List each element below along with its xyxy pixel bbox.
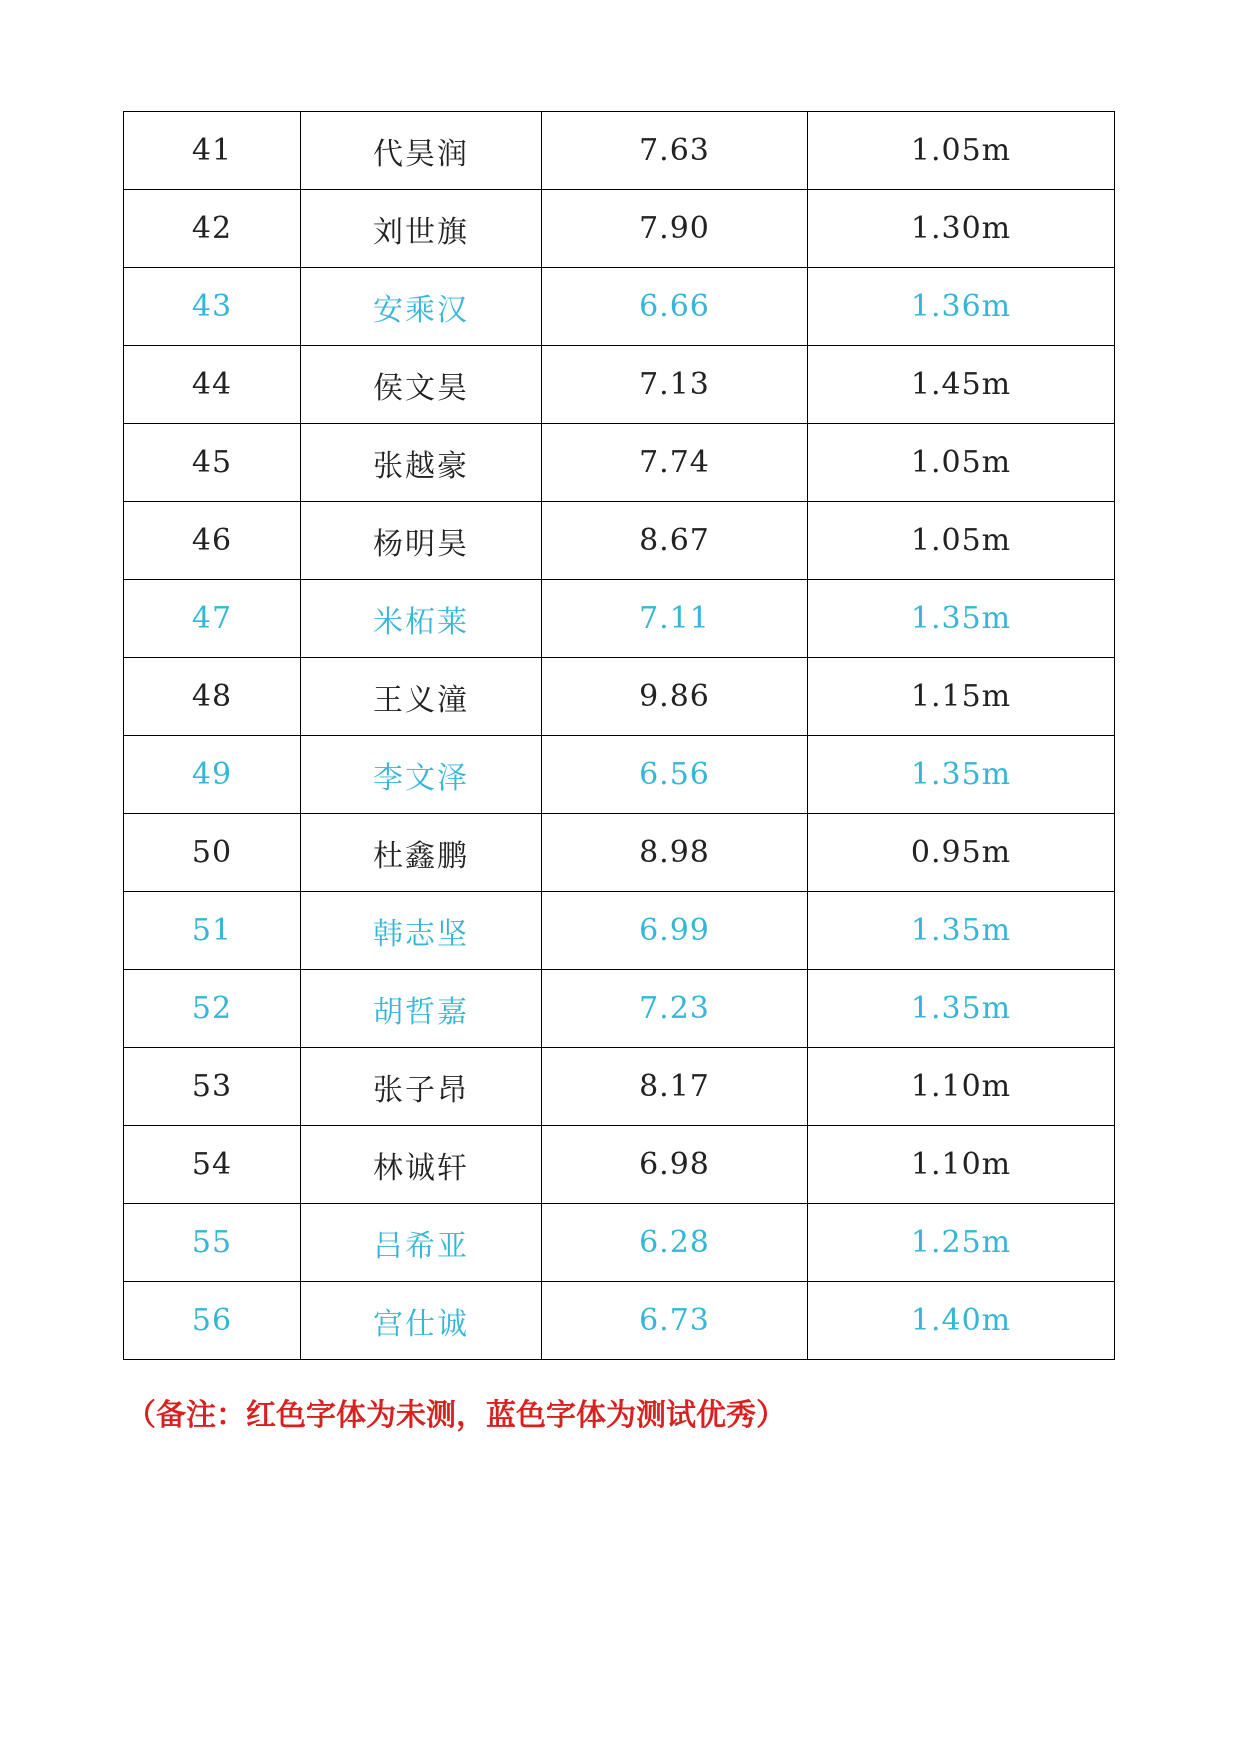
student-name: 杨明昊: [301, 502, 542, 580]
score-cell: 7.23: [542, 970, 808, 1048]
table-row: [124, 1204, 1115, 1282]
student-number: 55: [124, 1204, 301, 1282]
score-cell: 8.67: [542, 502, 808, 580]
table-row: [124, 736, 1115, 814]
height-cell: 1.40m: [808, 1282, 1115, 1360]
height-cell: 1.10m: [808, 1048, 1115, 1126]
score-cell: 9.86: [542, 658, 808, 736]
height-cell: 1.35m: [808, 892, 1115, 970]
student-name: 张子昂: [301, 1048, 542, 1126]
student-name: 刘世旗: [301, 190, 542, 268]
height-cell: 1.45m: [808, 346, 1115, 424]
student-name: 林诚轩: [301, 1126, 542, 1204]
height-cell: 1.05m: [808, 502, 1115, 580]
score-cell: 8.98: [542, 814, 808, 892]
student-name: 韩志坚: [301, 892, 542, 970]
score-cell: 6.99: [542, 892, 808, 970]
table-row: [124, 658, 1115, 736]
table-row: [124, 112, 1115, 190]
height-cell: 1.36m: [808, 268, 1115, 346]
height-cell: 1.35m: [808, 736, 1115, 814]
height-cell: 1.25m: [808, 1204, 1115, 1282]
student-name: 杜鑫鹏: [301, 814, 542, 892]
height-cell: 1.05m: [808, 112, 1115, 190]
score-cell: 7.11: [542, 580, 808, 658]
score-cell: 6.98: [542, 1126, 808, 1204]
student-name: 侯文昊: [301, 346, 542, 424]
student-number: 44: [124, 346, 301, 424]
score-cell: 6.28: [542, 1204, 808, 1282]
student-number: 43: [124, 268, 301, 346]
student-name: 李文泽: [301, 736, 542, 814]
height-cell: 1.15m: [808, 658, 1115, 736]
student-number: 51: [124, 892, 301, 970]
student-number: 50: [124, 814, 301, 892]
student-name: 吕希亚: [301, 1204, 542, 1282]
table-row: [124, 502, 1115, 580]
student-number: 48: [124, 658, 301, 736]
student-number: 47: [124, 580, 301, 658]
student-name: 安乘汉: [301, 268, 542, 346]
student-number: 45: [124, 424, 301, 502]
score-cell: 6.56: [542, 736, 808, 814]
student-name: 宫仕诚: [301, 1282, 542, 1360]
student-number: 56: [124, 1282, 301, 1360]
results-table: [123, 111, 1115, 1360]
student-name: 胡哲嘉: [301, 970, 542, 1048]
height-cell: 1.30m: [808, 190, 1115, 268]
student-number: 42: [124, 190, 301, 268]
results-table-body: [124, 112, 1115, 1360]
student-number: 49: [124, 736, 301, 814]
table-row: [124, 190, 1115, 268]
student-number: 41: [124, 112, 301, 190]
student-name: 代昊润: [301, 112, 542, 190]
score-cell: 7.13: [542, 346, 808, 424]
height-cell: 1.35m: [808, 580, 1115, 658]
score-cell: 7.74: [542, 424, 808, 502]
height-cell: 1.10m: [808, 1126, 1115, 1204]
student-number: 53: [124, 1048, 301, 1126]
score-cell: 6.66: [542, 268, 808, 346]
table-row: [124, 1126, 1115, 1204]
score-cell: 7.63: [542, 112, 808, 190]
student-number: 54: [124, 1126, 301, 1204]
table-row: [124, 892, 1115, 970]
score-cell: 8.17: [542, 1048, 808, 1126]
table-row: [124, 1048, 1115, 1126]
table-row: [124, 268, 1115, 346]
student-number: 46: [124, 502, 301, 580]
score-cell: 6.73: [542, 1282, 808, 1360]
table-row: [124, 580, 1115, 658]
student-number: 52: [124, 970, 301, 1048]
student-name: 王义潼: [301, 658, 542, 736]
legend-note: （备注：红色字体为未测，蓝色字体为测试优秀）: [126, 1398, 786, 1433]
table-row: [124, 346, 1115, 424]
student-name: 米柘莱: [301, 580, 542, 658]
table-row: [124, 814, 1115, 892]
table-row: [124, 970, 1115, 1048]
height-cell: 0.95m: [808, 814, 1115, 892]
height-cell: 1.35m: [808, 970, 1115, 1048]
student-name: 张越豪: [301, 424, 542, 502]
height-cell: 1.05m: [808, 424, 1115, 502]
table-row: [124, 424, 1115, 502]
table-row: [124, 1282, 1115, 1360]
score-cell: 7.90: [542, 190, 808, 268]
